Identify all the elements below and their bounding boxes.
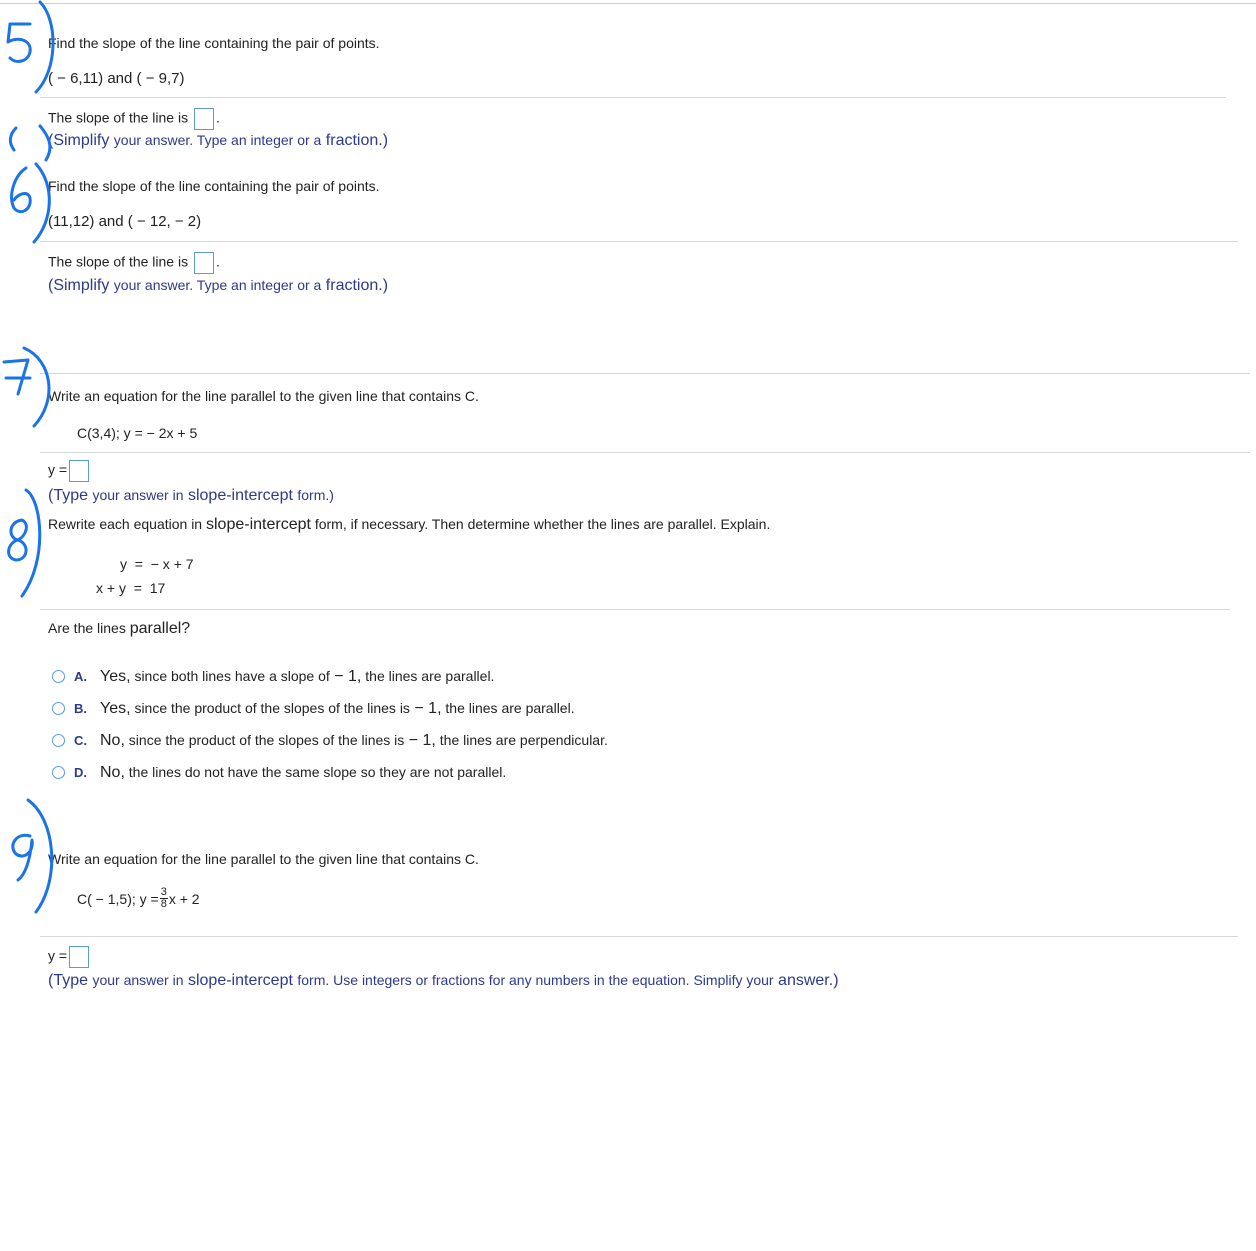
handwritten-brace-7 [24, 348, 49, 426]
q5-instruction: Find the slope of the line containing the pair of points. [48, 35, 380, 51]
handwritten-number-6 [12, 168, 31, 212]
q8-option-a-letter: A. [74, 669, 87, 684]
q5-divider [40, 97, 1226, 98]
q8-question [48, 620, 190, 638]
q8-instruction-c: form, if necessary. Then determine whether the lines are parallel. Explain. [314, 516, 771, 532]
q9-instruction: Write an equation for the line parallel to the given line that contains C. [48, 851, 479, 867]
q9-hint [48, 972, 839, 990]
q6-hint [48, 277, 388, 295]
q6-answer-suffix: . [215, 253, 220, 270]
q8-option-a-text[interactable] [100, 668, 494, 686]
q7-hint [48, 487, 334, 505]
q8-question-a: Are the lines [48, 620, 126, 636]
q9-divider [40, 936, 1238, 937]
handwritten-mark-6a [10, 128, 16, 150]
q8-option-c-rest: the lines are perpendicular. [439, 732, 608, 748]
q6-points: (11,12) and ( − 12, − 2) [48, 213, 202, 230]
q8-instruction-a: Rewrite each equation in [48, 516, 203, 532]
q6-hint-c: fraction.) [325, 277, 389, 294]
handwritten-number-9 [13, 835, 32, 880]
q5-points: ( − 6,11) and ( − 9,7) [48, 70, 185, 87]
q6-hint-a: (Simplify [48, 277, 110, 294]
handwritten-number-7 [4, 360, 30, 394]
q9-frac-den: 8 [160, 898, 167, 910]
q8-option-d-letter: D. [74, 765, 87, 780]
q8-option-d-radio[interactable] [52, 766, 65, 779]
q5-answer-prefix: The slope of the line is [48, 109, 189, 126]
q5-hint [48, 132, 388, 150]
q8-option-d-lead: No, [100, 764, 125, 781]
q9-given-b: x + 2 [168, 890, 200, 907]
q5-answer-suffix: . [215, 109, 220, 126]
q7-hint-b: your answer in [92, 487, 184, 503]
q8-option-b-val: − 1, [409, 700, 442, 717]
q7-instruction: Write an equation for the line parallel to the given line that contains C. [48, 388, 479, 404]
q7-answer-line [48, 460, 91, 482]
q8-option-c-radio[interactable] [52, 734, 65, 747]
handwritten-number-5 [8, 24, 30, 61]
q6-answer-line [48, 252, 220, 274]
q8-equation-2: x + y = 17 [96, 580, 166, 596]
q7-given: C(3,4); y = − 2x + 5 [77, 425, 198, 441]
q8-option-a-body: since both lines have a slope of [134, 668, 330, 684]
q6-divider [40, 241, 1238, 242]
q9-given [77, 887, 200, 910]
q8-option-b-rest: the lines are parallel. [445, 700, 575, 716]
q8-option-a-radio[interactable] [52, 670, 65, 683]
handwritten-brace-6 [34, 164, 49, 242]
q8-equation-1: y = − x + 7 [120, 556, 194, 572]
q7-divider [40, 452, 1250, 453]
q8-divider [40, 609, 1230, 610]
q9-hint-a: (Type [48, 972, 89, 989]
q9-hint-e: answer.) [778, 972, 839, 989]
q8-option-c-text[interactable] [100, 732, 608, 750]
q6-answer-input[interactable] [194, 252, 214, 274]
q8-option-d-body: the lines do not have the same slope so they are not parallel. [128, 764, 507, 780]
q6-answer-prefix: The slope of the line is [48, 253, 189, 270]
q5-hint-b: your answer. Type an integer or a [113, 132, 322, 148]
q8-option-b-letter: B. [74, 701, 87, 716]
q8-option-c-val: − 1, [404, 732, 436, 749]
q8-option-c-letter: C. [74, 733, 87, 748]
q8-option-b-text[interactable] [100, 700, 575, 718]
q8-instruction-b: slope-intercept [206, 516, 311, 533]
q6-hint-b: your answer. Type an integer or a [113, 277, 322, 293]
q8-option-c-lead: No, [100, 732, 125, 749]
q8-question-b: parallel? [129, 620, 191, 637]
q9-hint-c: slope-intercept [187, 972, 293, 989]
q8-option-b-lead: Yes, [100, 700, 131, 717]
q7-top-divider [40, 373, 1250, 374]
q8-option-a-rest: the lines are parallel. [365, 668, 495, 684]
q7-hint-c: slope-intercept [187, 487, 293, 504]
q6-instruction: Find the slope of the line containing the pair of points. [48, 178, 380, 194]
q8-instruction [48, 516, 770, 534]
top-border [0, 3, 1256, 4]
q7-answer-prefix: y = [48, 461, 68, 478]
handwritten-number-8 [9, 520, 27, 560]
q9-answer-prefix: y = [48, 947, 68, 964]
q8-option-a-lead: Yes, [100, 668, 131, 685]
q7-hint-d: form.) [297, 487, 334, 503]
q5-answer-line [48, 108, 220, 130]
q7-answer-input[interactable] [69, 460, 89, 482]
handwritten-brace-8 [22, 490, 40, 596]
q8-option-b-body: since the product of the slopes of the lines is [134, 700, 410, 716]
q9-given-fraction [160, 887, 168, 910]
q8-option-d-text[interactable] [100, 764, 506, 782]
q9-answer-input[interactable] [69, 946, 89, 968]
q8-option-b-radio[interactable] [52, 702, 65, 715]
q5-hint-a: (Simplify [48, 132, 110, 149]
q5-hint-c: fraction.) [325, 132, 389, 149]
q9-hint-b: your answer in [92, 972, 184, 988]
q8-option-c-body: since the product of the slopes of the lines is [128, 732, 405, 748]
q5-answer-input[interactable] [194, 108, 214, 130]
q7-hint-a: (Type [48, 487, 89, 504]
q8-option-a-val: − 1, [329, 668, 362, 685]
q9-answer-line [48, 946, 91, 968]
q9-hint-d: form. Use integers or fractions for any numbers in the equation. Simplify your [297, 972, 774, 988]
q9-frac-num: 3 [160, 886, 167, 898]
q9-given-a: C( − 1,5); y = [77, 890, 159, 907]
